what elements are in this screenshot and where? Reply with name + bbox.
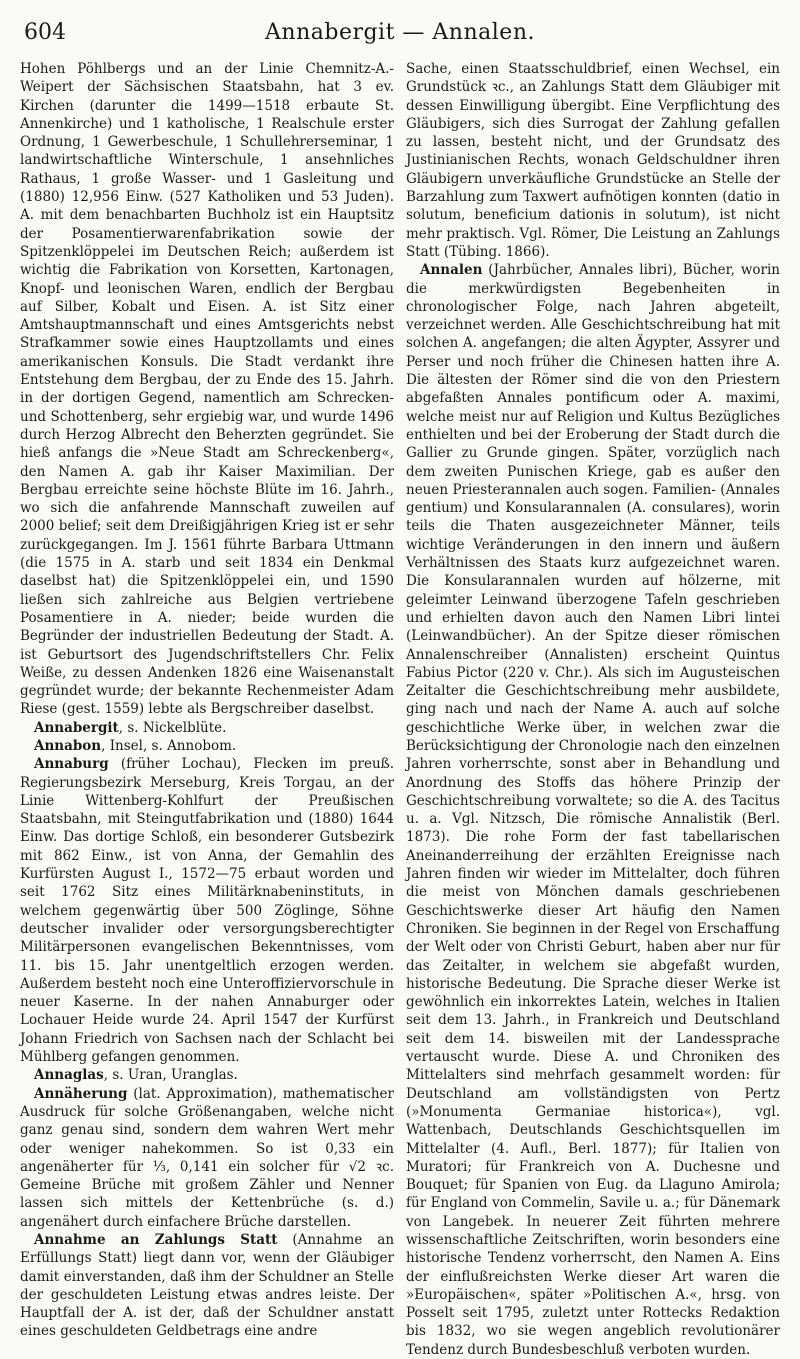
entry-text: (Jahrbücher, Annales libri), Bücher, worin die merkwürdigsten Begebenheiten in chronologischer Folge, nach Jahren abgeteilt, verzeichnet werden. Alle Geschichtschreibung hat mit solchen A. angefangen; die alten Ägypter, Assyrer und Perser und noch früher die Chinesen hatten ihre A. Die ältesten der Römer sind die von den Priestern abgefaßten Annales pontificum oder A. maximi, welche meist nur auf Religion und Kultus Bezügliches enthielten und bei der Eroberung der Stadt durch die Gallier zu Grunde gingen. Später, vorzüglich nach dem zweiten Punischen Kriege, gab es außer den neuen Priesterannalen auch sogen. Familien- (Annales gentium) und Konsularannalen (A. consulares), worin teils die Thaten ausgezeichneter Männer, teils wichtige Veränderungen in den innern und äußern Verhältnissen des Staats kurz aufgezeichnet waren. Die Konsularannalen wurden auf hölzerne, mit geleimter Leinwand überzogene Tafeln geschrieben und erhielten davon auch den Namen Libri lintei (Leinwandbücher). An der Spitze dieser römischen Annalenschreiber (Annalisten) erscheint Quintus Fabius Pictor (220 v. Chr.). Als sich im Augusteischen Zeitalter die Geschichtschreibung mehr ausbildete, ging nach und nach der Name A. auch auf solche geschichtliche Werke über, in welchen zwar die Berücksichtigung der Chronologie nach den einzelnen Jahren vorherrschte, sonst aber in Behandlung und Anordnung des Stoffs das höhere Prinzip der Geschichtschreibung vorwaltete; so die A. des Tacitus u. a. Vgl. Nitzsch, Die römische Annalistik (Berl. 1873). Die rohe Form der fast tabellarischen Aneinanderreihung der erzählten Ereignisse nach Jahren finden wir wieder im Mittelalter, doch führen die meist von Mönchen damals geschriebenen Geschichtswerke dieser Art häufig den Namen Chroniken. Sie beginnen in der Regel von Erschaffung der Welt oder von Christi Geburt, haben aber nur für das Zeitalter, in welchem sie abgefaßt wurden, historische Bedeutung. Die Sprache dieser Werke ist gewöhnlich ein inkorrektes Latein, welches in Italien seit dem 13. Jahrh., in Frankreich und Deutschland seit dem 14. bisweilen mit der Landessprache vertauscht wurde. Diese A. und Chroniken des Mittelalters sind mehrfach gesammelt worden: für Deutschland am vollständigsten von Pertz (»Monumenta Germaniae historica«), vgl. Wattenbach, Deutschlands Geschichtsquellen im Mittelalter (4. Aufl., Berl. 1877); für Italien von Muratori; für Frankreich von A. Duchesne und Bouquet; für Spanien von Eug. da Llaguno Amirola; für England von Commelin, Savile u. a.; für Dänemark von Langebek. In neuerer Zeit führten mehrere wissenschaftliche Zeitschriften, worin besonders eine historische Tendenz vorherrscht, den Namen A. Eins der einflußreichsten Werke dieser Art waren die »Europäischen«, später »Politischen A.«, hrsg. von Posselt seit 1795, zuletzt unter Rottecks Redaktion bis 1832, wo sie wegen angeblich revolutionärer Tendenz durch Bundesbeschluß verboten wurden. xyxy=(406,262,780,1358)
text-columns xyxy=(20,60,780,1359)
dictionary-entry xyxy=(20,1231,394,1341)
entry-text: (früher Lochau), Flecken im preuß. Regierungsbezirk Merseburg, Kreis Torgau, an der Linie Wittenberg-Kohlfurt der Preußischen Staatsbahn, mit Steingutfabrikation und (1880) 1644 Einw. Das dortige Schloß, ein besonderer Gutsbezirk mit 862 Einw., ist von Anna, der Gemahlin des Kurfürsten August I., 1572—75 erbaut worden und seit 1762 Sitz eines Militärknabeninstituts, in welchem gegenwärtig über 500 Zöglinge, Söhne deutscher invalider oder versorgungsberechtigter Militärpersonen evangelischen Bekenntnisses, vom 11. bis 15. Jahr unentgeltlich erzogen werden. Außerdem besteht noch eine Unteroffiziervorschule in neuer Kaserne. In der nahen Annaburger oder Lochauer Heide wurde 24. April 1547 der Kurfürst Johann Friedrich von Sachsen nach der Schlacht bei Mühlberg gefangen genommen. xyxy=(20,756,394,1066)
entry-headword: Annaglas xyxy=(34,1067,104,1084)
entry-headword: Annabon xyxy=(34,737,102,754)
dictionary-entry xyxy=(20,1066,394,1084)
entry-headword: Annalen xyxy=(420,262,483,279)
dictionary-entry xyxy=(20,1085,394,1231)
entry-text: (Annahme an Erfüllungs Statt) liegt dann vor, wenn der Gläubiger damit einverstanden, daß ihm der Schuldner an Stelle der geschuldeten Leistung etwas andres leiste. Der Hauptfall der A. ist der, daß der Schuldner anstatt eines geschuldeten Geldbetrags eine andre xyxy=(20,1232,395,1340)
entry-text: Hohen Pöhlbergs und an der Linie Chemnitz-A.-Weipert der Sächsischen Staatsbahn, hat 3 ev. Kirchen (darunter die 1499—1518 erbaute St. Annenkirche) und 1 katholische, 1 Realschule erster Ordnung, 1 Gewerbeschule, 1 Schullehrerseminar, 1 landwirtschaftliche Winterschule, 1 ansehnliches Rathaus, 1 große Wasser- und 1 Gasleitung und (1880) 12,956 Einw. (527 Katholiken und 53 Juden). A. mit dem benachbarten Buchholz ist ein Hauptsitz der Posamentierwarenfabrikation sowie der Spitzenklöppelei im Deutschen Reich; außerdem ist wichtig die Fabrikation von Korsetten, Kartonagen, Knopf- und leonischen Waren, endlich der Bergbau auf Silber, Kobalt und Eisen. A. ist Sitz einer Amtshauptmannschaft und eines Amtsgerichts nebst Strafkammer sowie eines Hauptzollamts und eines amerikanischen Konsuls. Die Stadt verdankt ihre Entstehung dem Bergbau, der zu Ende des 15. Jahrh. in der dortigen Gegend, namentlich am Schrecken- und Schottenberg, sehr ergiebig war, und wurde 1496 durch Herzog Albrecht den Beherzten gegründet. Sie hieß anfangs die »Neue Stadt am Schreckenberg«, den Namen A. gab ihr Kaiser Maximilian. Der Bergbau erreichte seine höchste Blüte im 16. Jahrh., wo sich die anfahrende Mannschaft zuweilen auf 2000 belief; seit dem Dreißigjährigen Krieg ist er sehr zurückgegangen. Im J. 1561 führte Barbara Uttmann (die 1575 in A. starb und seit 1834 ein Denkmal daselbst hat) die Spitzenklöppelei ein, und 1590 ließen sich zahlreiche aus Belgien vertriebene Posamentiere in A. nieder; beide wurden die Begründer der industriellen Bedeutung der Stadt. A. ist Geburtsort des Jugendschriftstellers Chr. Felix Weiße, zu dessen Andenken 1826 eine Waisenanstalt gegründet wurde; der bekannte Rechenmeister Adam Riese (gest. 1559) lebte als Bergschreiber daselbst. xyxy=(20,61,394,718)
entry-headword: Annäherung xyxy=(34,1085,128,1102)
left-column xyxy=(20,60,394,1359)
entry-continuation xyxy=(20,60,394,719)
dictionary-entry xyxy=(20,755,394,1066)
right-column xyxy=(406,60,780,1359)
entry-text: , s. Nickelblüte. xyxy=(118,719,227,736)
entry-continuation xyxy=(406,60,780,261)
dictionary-entry xyxy=(20,737,394,755)
running-title: Annabergit — Annalen. xyxy=(265,20,535,45)
page-header xyxy=(20,18,780,50)
entry-headword: Annahme an Zahlungs Statt xyxy=(34,1232,278,1248)
dictionary-entry xyxy=(20,719,394,737)
entry-text: (lat. Approximation), mathematischer Ausdruck für solche Größenangaben, welche nicht ganz genau sind, sondern dem wahren Wert mehr oder weniger nahekommen. So ist 0,33 ein angenäherter für ⅓, 0,141 ein solcher für √2 ꝛc. Gemeine Brüche mit großem Zähler und Nenner lassen sich mittels der Kettenbrüche (s. d.) angenähert durch einfachere Brüche darstellen. xyxy=(20,1085,394,1230)
entry-text: , Insel, s. Annobom. xyxy=(101,737,237,754)
entry-text: Sache, einen Staatsschuldbrief, einen Wechsel, ein Grundstück ꝛc., an Zahlungs Statt dem Gläubiger mit dessen Einwilligung übergibt. Eine Verpflichtung des Gläubigers, sich dies Surrogat der Zahlung gefallen zu lassen, besteht nicht, und der Grundsatz des Justinianischen Rechts, wonach Geldschuldner ihren Gläubigern unverkäufliche Grundstücke an Stelle der Barzahlung zum Taxwert aufnötigen konnten (datio in solutum, beneficium dationis in solutum), ist nicht mehr praktisch. Vgl. Römer, Die Leistung an Zahlungs Statt (Tübing. 1866). xyxy=(406,61,780,260)
entry-text: , s. Uran, Uranglas. xyxy=(103,1067,238,1084)
page-number: 604 xyxy=(24,20,66,45)
entry-headword: Annabergit xyxy=(34,719,119,736)
entry-headword: Annaburg xyxy=(34,756,109,773)
dictionary-entry xyxy=(406,261,780,1359)
